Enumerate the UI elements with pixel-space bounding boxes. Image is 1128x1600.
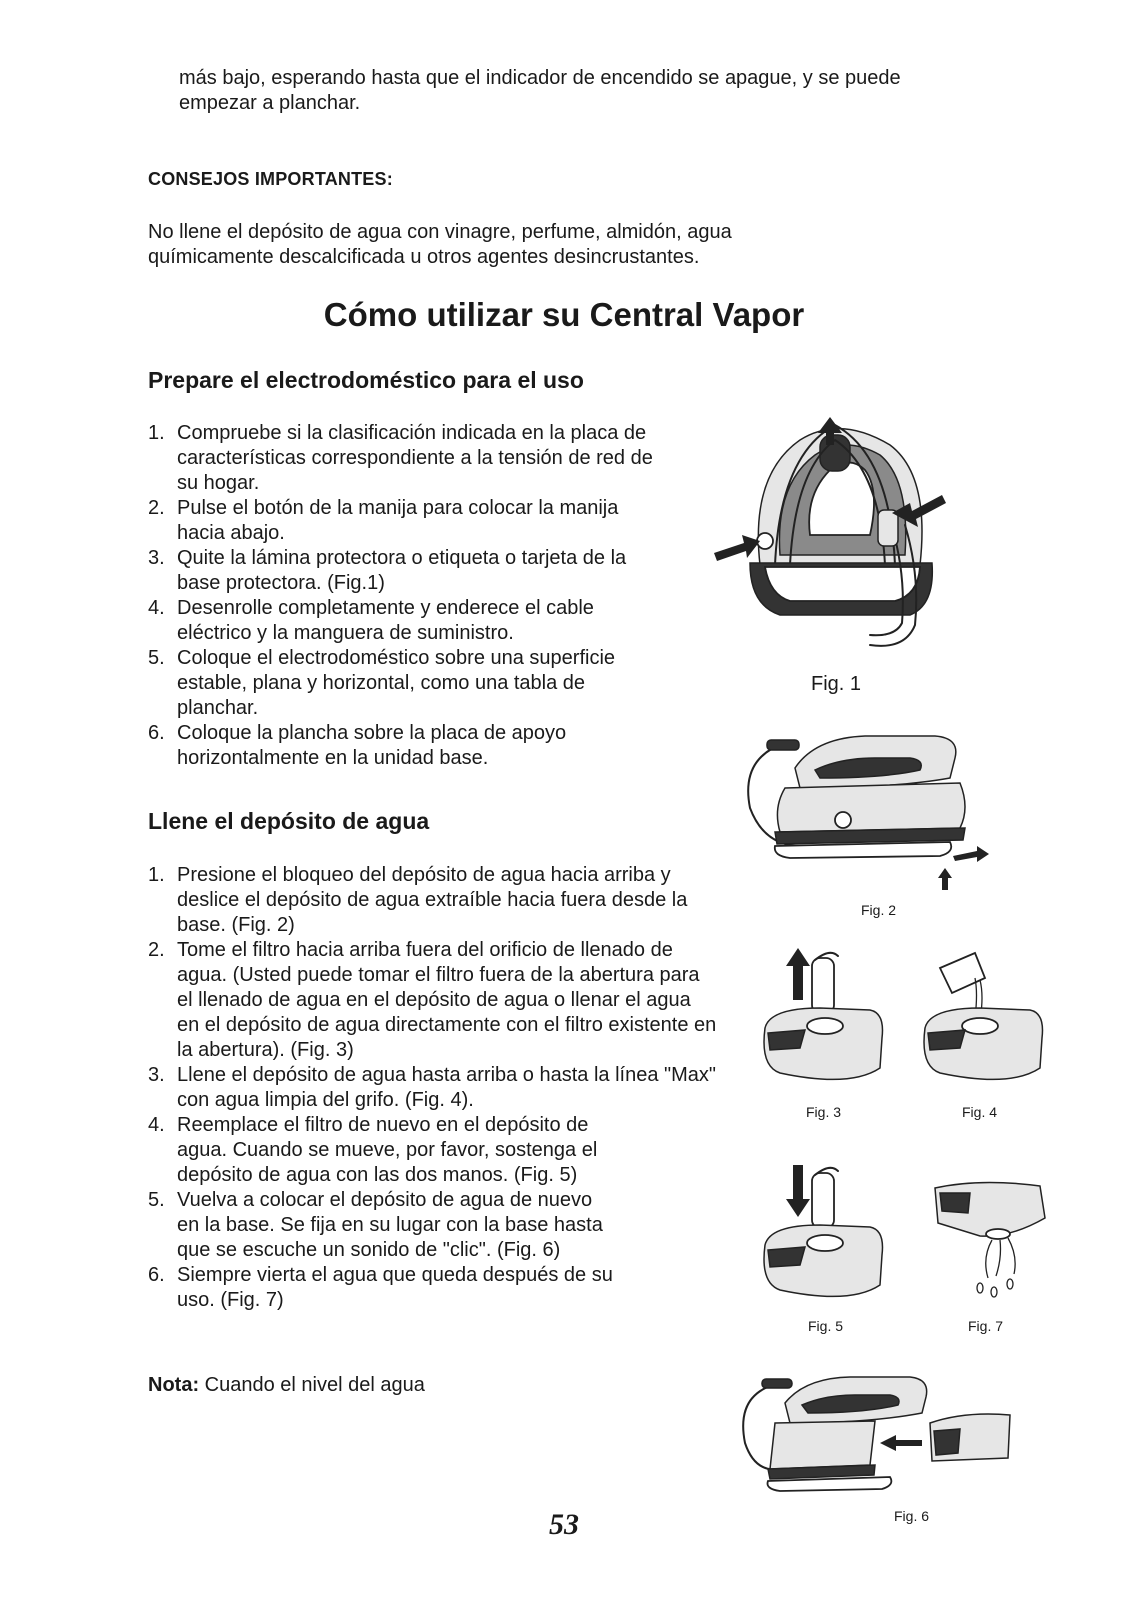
fig2-lock [835, 812, 851, 828]
fig6-tank-grip [934, 1429, 960, 1455]
fig2-arrow-up [938, 868, 952, 890]
fig4-jug [940, 953, 985, 993]
step-number: 5. [148, 1189, 165, 1211]
step-text: Coloque la plancha sobre la placa de apoyo horizontalmente en la unidad base. [177, 722, 567, 769]
nota-label: Nota: [148, 1374, 200, 1396]
fig3-arrow-up [786, 948, 810, 1000]
list-item [148, 938, 718, 1063]
fig3-filter [812, 958, 834, 1013]
fig1-illustration [720, 415, 960, 665]
step-text: Pulse el botón de la manija para colocar la manija hacia abajo. [177, 497, 619, 544]
list-item [148, 721, 668, 771]
list-item [148, 546, 668, 596]
section-heading-fill-tank: Llene el depósito de agua [148, 808, 430, 834]
fig7-drop [991, 1287, 997, 1297]
fig4-tank-grip [928, 1030, 965, 1050]
step-number: 5. [148, 647, 165, 669]
fig2-label: Fig. 2 [861, 902, 897, 918]
step-text: Llene el depósito de agua hasta arriba o hasta la línea "Max" con agua limpia del grifo. (Fig. 4). [177, 1064, 717, 1111]
step-text: Quite la lámina protectora o etiqueta o tarjeta de la base protectora. (Fig.1) [177, 547, 627, 594]
section-heading-prepare: Prepare el electrodoméstico para el uso [148, 367, 584, 393]
fill-tank-steps-list [148, 863, 718, 1313]
step-number: 3. [148, 547, 165, 569]
step-text: Vuelva a colocar el depósito de agua de nuevo en la base. Se fija en su lugar con la base hasta que se escuche un sonido de "clic". (Fig. 6) [177, 1189, 603, 1261]
step-number: 3. [148, 1064, 165, 1086]
list-item [148, 596, 668, 646]
continuation-text: más bajo, esperando hasta que el indicador de encendido se apague, y se puede empezar a planchar. [179, 67, 901, 114]
step-number: 2. [148, 939, 165, 961]
fig3-opening [807, 1018, 843, 1034]
list-item [148, 1113, 607, 1188]
list-item [148, 1063, 718, 1113]
fig2-arrow-right [953, 846, 989, 862]
fig2-soleplate [775, 842, 951, 858]
fig5-label: Fig. 5 [808, 1318, 844, 1334]
fig7-illustration [930, 1178, 1055, 1308]
fig4-opening [962, 1018, 998, 1034]
fig7-opening [986, 1229, 1010, 1239]
step-text: Desenrolle completamente y enderece el cable eléctrico y la manguera de suministro. [177, 597, 594, 644]
fig2-illustration [745, 728, 1005, 893]
step-number: 4. [148, 597, 165, 619]
fig4-label: Fig. 4 [962, 1104, 998, 1120]
fig1-cord-spring [878, 510, 898, 546]
step-number: 1. [148, 864, 165, 886]
fig5-arrow-down [786, 1165, 810, 1217]
list-item [148, 1188, 607, 1263]
fig2-cord-spring [767, 740, 799, 750]
step-number: 2. [148, 497, 165, 519]
fig4-illustration [920, 948, 1050, 1098]
step-text: Reemplace el filtro de nuevo en el depósito de agua. Cuando se mueve, por favor, sostenga el depósito de agua con las dos manos. (Fig. 5) [177, 1114, 598, 1186]
step-number: 1. [148, 422, 165, 444]
fig3-tank-grip [768, 1030, 805, 1050]
fig7-drop [977, 1283, 983, 1293]
fig5-illustration [760, 1165, 890, 1315]
step-text: Presione el bloqueo del depósito de agua hacia arriba y deslice el depósito de agua extraíble hacia fuera desde la base. (Fig. 2) [177, 864, 688, 936]
fig1-base-rim [765, 567, 920, 601]
fig6-label: Fig. 6 [894, 1508, 930, 1524]
fig6-arrow-left [880, 1435, 922, 1451]
list-item [148, 421, 668, 496]
step-number: 6. [148, 1264, 165, 1286]
step-number: 6. [148, 722, 165, 744]
fig7-drop [1007, 1279, 1013, 1289]
fig5-tank-grip [768, 1247, 805, 1267]
consejos-text: No llene el depósito de agua con vinagre, perfume, almidón, agua químicamente descalcificada u otros agentes desincrustantes. [148, 221, 732, 268]
fig3-illustration [760, 948, 890, 1098]
fig3-label: Fig. 3 [806, 1104, 842, 1120]
step-text: Tome el filtro hacia arriba fuera del orificio de llenado de agua. (Usted puede tomar el filtro fuera de la abertura para el llenado de agua en el depósito de agua o llenar el agua en el depósito de agua directamente con el filtro existente en la abertura). (Fig. 3) [177, 939, 717, 1061]
list-item [148, 1263, 617, 1313]
fig6-base [770, 1421, 875, 1469]
fig7-water-drops [986, 1238, 1015, 1278]
list-item [148, 646, 668, 721]
page-number: 53 [549, 1508, 579, 1541]
fig5-filter [812, 1173, 834, 1228]
list-item [148, 496, 668, 546]
fig6-illustration [740, 1373, 1040, 1493]
prepare-steps-list [148, 421, 668, 771]
fig2-base [777, 783, 965, 832]
fig1-label: Fig. 1 [811, 673, 862, 695]
step-text: Siempre vierta el agua que queda después de su uso. (Fig. 7) [177, 1264, 613, 1311]
fig1-arrow-left [714, 535, 760, 561]
nota-body: Cuando el nivel del agua [199, 1374, 425, 1396]
fig5-opening [807, 1235, 843, 1251]
page-title: Cómo utilizar su Central Vapor [323, 296, 805, 333]
step-number: 4. [148, 1114, 165, 1136]
list-item [148, 863, 718, 938]
consejos-heading: CONSEJOS IMPORTANTES: [148, 169, 393, 189]
fig7-label: Fig. 7 [968, 1318, 1004, 1334]
fig6-cord-spring [762, 1379, 792, 1388]
step-text: Coloque el electrodoméstico sobre una superficie estable, plana y horizontal, como una tabla de planchar. [177, 647, 616, 719]
step-text: Compruebe si la clasificación indicada en la placa de características correspondiente a la tensión de red de su hogar. [177, 422, 653, 494]
nota-text [148, 1373, 425, 1398]
fig7-tank-grip [940, 1193, 970, 1213]
